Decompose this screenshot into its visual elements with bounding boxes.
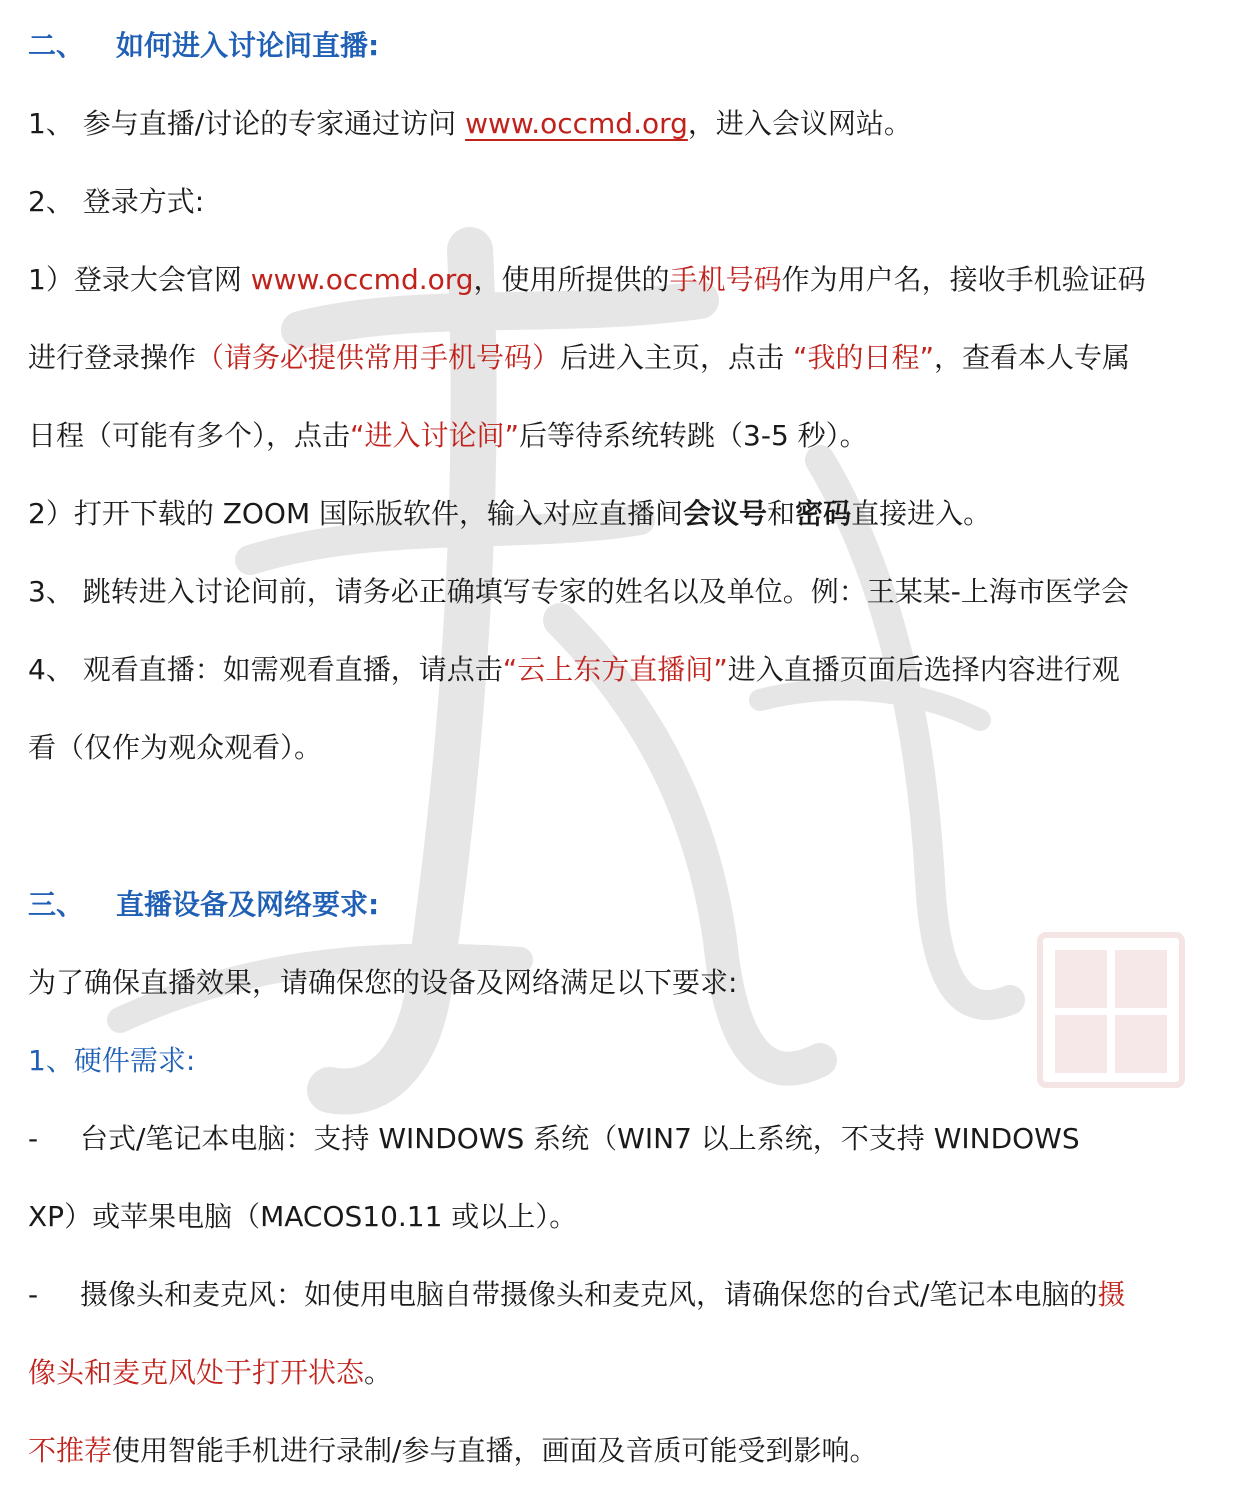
- step-1-line-1: 1）登录大会官网 www.occmd.org，使用所提供的手机号码作为用户名，接收手机验证码: [28, 263, 1146, 296]
- hardware-heading: 1、硬件需求:: [28, 1044, 196, 1077]
- occmd-link[interactable]: www.occmd.org: [465, 107, 688, 140]
- occmd-url: www.occmd.org: [250, 263, 474, 296]
- item-1: 1、 参与直播/讨论的专家通过访问 www.occmd.org，进入会议网站。: [28, 107, 912, 140]
- step-1-line-2: 进行登录操作（请务必提供常用手机号码）后进入主页，点击 “我的日程”，查看本人专属: [28, 341, 1130, 374]
- pc-requirement-line-1: - 台式/笔记本电脑：支持 WINDOWS 系统（WIN7 以上系统，不支持 WINDOWS: [28, 1122, 1080, 1155]
- camera-requirement-line-1: - 摄像头和麦克风：如使用电脑自带摄像头和麦克风，请确保您的台式/笔记本电脑的摄: [28, 1278, 1126, 1311]
- camera-requirement-line-2: 像头和麦克风处于打开状态。: [28, 1356, 393, 1389]
- step-1-line-3: 日程（可能有多个），点击“进入讨论间”后等待系统转跳（3-5 秒）。: [28, 419, 868, 452]
- section-3-intro: 为了确保直播效果，请确保您的设备及网络满足以下要求:: [28, 966, 738, 999]
- item-3: 3、 跳转进入讨论间前，请务必正确填写专家的姓名以及单位。例：王某某-上海市医学会: [28, 575, 1129, 608]
- pc-requirement-line-2: XP）或苹果电脑（MACOS10.11 或以上）。: [28, 1200, 578, 1233]
- item-4-line-1: 4、 观看直播：如需观看直播，请点击“云上东方直播间”进入直播页面后选择内容进行观: [28, 653, 1120, 686]
- smartphone-note: 不推荐使用智能手机进行录制/参与直播，画面及音质可能受到影响。: [28, 1434, 878, 1467]
- step-2: 2）打开下载的 ZOOM 国际版软件，输入对应直播间会议号和密码直接进入。: [28, 497, 992, 530]
- section-3-heading: 三、 直播设备及网络要求:: [28, 888, 380, 921]
- section-2-heading: 二、 如何进入讨论间直播:: [28, 29, 380, 62]
- item-2: 2、 登录方式:: [28, 185, 205, 218]
- item-4-line-2: 看（仅作为观众观看）。: [28, 731, 323, 764]
